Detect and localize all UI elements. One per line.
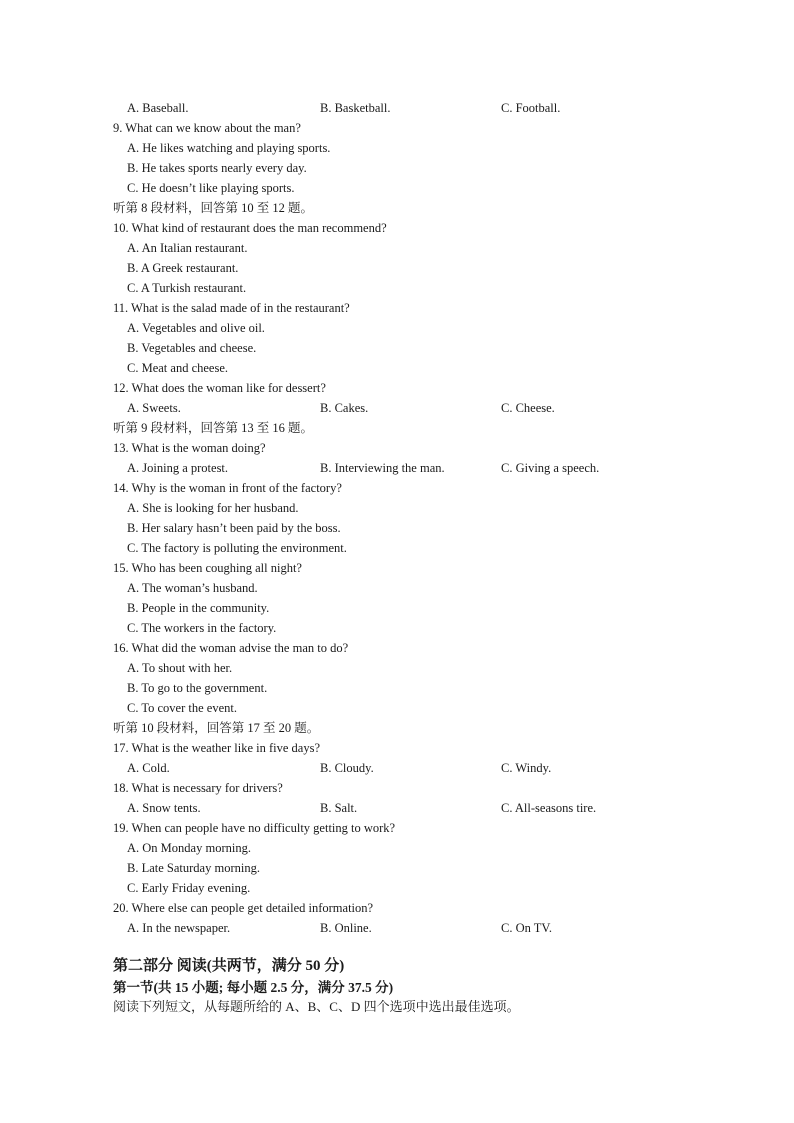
q15-option-c: C. The workers in the factory.: [127, 621, 277, 635]
q18-question: 18. What is necessary for drivers?: [113, 781, 283, 795]
q20-question: 20. Where else can people get detailed information?: [113, 901, 374, 915]
q10-option-a: A. An Italian restaurant.: [127, 241, 248, 255]
q12-option-b: B. Cakes.: [320, 401, 369, 415]
q12-option-a: A. Sweets.: [127, 401, 181, 415]
q11-question: 11. What is the salad made of in the restaurant?: [113, 301, 350, 315]
q14-option-b: B. Her salary hasn’t been paid by the boss.: [127, 521, 341, 535]
q17-option-c: C. Windy.: [501, 761, 552, 775]
q11-option-c: C. Meat and cheese.: [127, 361, 229, 375]
q15-option-a: A. The woman’s husband.: [127, 581, 258, 595]
q8-option-b: B. Basketball.: [320, 101, 391, 115]
q20-option-b: B. Online.: [320, 921, 372, 935]
q10-question: 10. What kind of restaurant does the man recommend?: [113, 221, 387, 235]
q13-option-b: B. Interviewing the man.: [320, 461, 445, 475]
q9-option-a: A. He likes watching and playing sports.: [127, 141, 331, 155]
q16-option-a: A. To shout with her.: [127, 661, 233, 675]
q17-option-a: A. Cold.: [127, 761, 170, 775]
reading-instruction: 阅读下列短文，从每题所给的 A、B、C、D 四个选项中选出最佳选项。: [113, 999, 520, 1014]
part-2-heading: 第二部分 阅读(共两节，满分 50 分): [113, 958, 345, 974]
section-9-instruction: 听第 9 段材料，回答第 13 至 16 题。: [113, 421, 314, 435]
q9-option-c: C. He doesn’t like playing sports.: [127, 181, 295, 195]
q15-question: 15. Who has been coughing all night?: [113, 561, 302, 575]
q11-option-b: B. Vegetables and cheese.: [127, 341, 257, 355]
q13-option-a: A. Joining a protest.: [127, 461, 229, 475]
q16-question: 16. What did the woman advise the man to do?: [113, 641, 349, 655]
q14-option-a: A. She is looking for her husband.: [127, 501, 299, 515]
q18-option-a: A. Snow tents.: [127, 801, 201, 815]
q13-option-c: C. Giving a speech.: [501, 461, 600, 475]
q8-option-a: A. Baseball.: [127, 101, 189, 115]
q13-question: 13. What is the woman doing?: [113, 441, 266, 455]
section-1-heading: 第一节(共 15 小题; 每小题 2.5 分，满分 37.5 分): [113, 980, 394, 995]
section-8-instruction: 听第 8 段材料，回答第 10 至 12 题。: [113, 201, 314, 215]
q14-question: 14. Why is the woman in front of the factory?: [113, 481, 342, 495]
section-10-instruction: 听第 10 段材料，回答第 17 至 20 题。: [113, 721, 320, 735]
q8-option-c: C. Football.: [501, 101, 561, 115]
q17-question: 17. What is the weather like in five days?: [113, 741, 320, 755]
q16-option-c: C. To cover the event.: [127, 701, 237, 715]
q10-option-c: C. A Turkish restaurant.: [127, 281, 247, 295]
q18-option-b: B. Salt.: [320, 801, 358, 815]
q14-option-c: C. The factory is polluting the environment.: [127, 541, 347, 555]
q9-question: 9. What can we know about the man?: [113, 121, 301, 135]
q17-option-b: B. Cloudy.: [320, 761, 374, 775]
q20-option-c: C. On TV.: [501, 921, 552, 935]
q11-option-a: A. Vegetables and olive oil.: [127, 321, 265, 335]
q19-option-a: A. On Monday morning.: [127, 841, 251, 855]
q20-option-a: A. In the newspaper.: [127, 921, 231, 935]
q15-option-b: B. People in the community.: [127, 601, 270, 615]
q10-option-b: B. A Greek restaurant.: [127, 261, 239, 275]
q12-option-c: C. Cheese.: [501, 401, 555, 415]
q18-option-c: C. All-seasons tire.: [501, 801, 597, 815]
q19-question: 19. When can people have no difficulty getting to work?: [113, 821, 396, 835]
q12-question: 12. What does the woman like for dessert?: [113, 381, 326, 395]
q19-option-b: B. Late Saturday morning.: [127, 861, 260, 875]
q16-option-b: B. To go to the government.: [127, 681, 268, 695]
q19-option-c: C. Early Friday evening.: [127, 881, 251, 895]
q9-option-b: B. He takes sports nearly every day.: [127, 161, 307, 175]
